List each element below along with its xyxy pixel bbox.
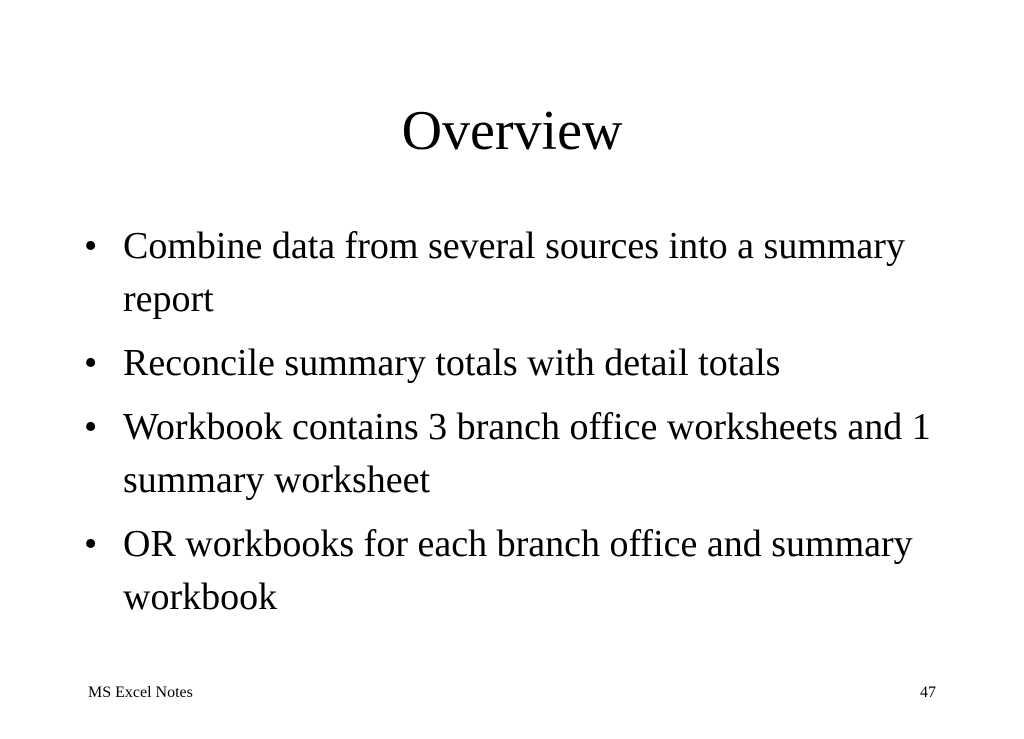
bullet-item — [84, 518, 944, 624]
bullet-item — [84, 220, 944, 326]
bullet-icon: • — [84, 225, 98, 267]
bullet-item — [84, 401, 944, 507]
bullet-icon: • — [84, 342, 98, 384]
bullet-text: Workbook contains 3 branch office worksheets and 1 summary worksheet — [123, 406, 931, 501]
bullet-icon: • — [84, 406, 98, 448]
bullet-item — [84, 337, 944, 390]
page-number: 47 — [920, 684, 936, 701]
bullet-text: Combine data from several sources into a summary report — [123, 225, 905, 320]
slide-title: Overview — [401, 100, 623, 162]
bullet-icon: • — [84, 523, 98, 565]
bullet-text: OR workbooks for each branch office and summary workbook — [123, 523, 913, 618]
bullet-text: Reconcile summary totals with detail totals — [123, 342, 781, 384]
bullet-list — [84, 220, 944, 635]
footer-title: MS Excel Notes — [88, 684, 193, 701]
